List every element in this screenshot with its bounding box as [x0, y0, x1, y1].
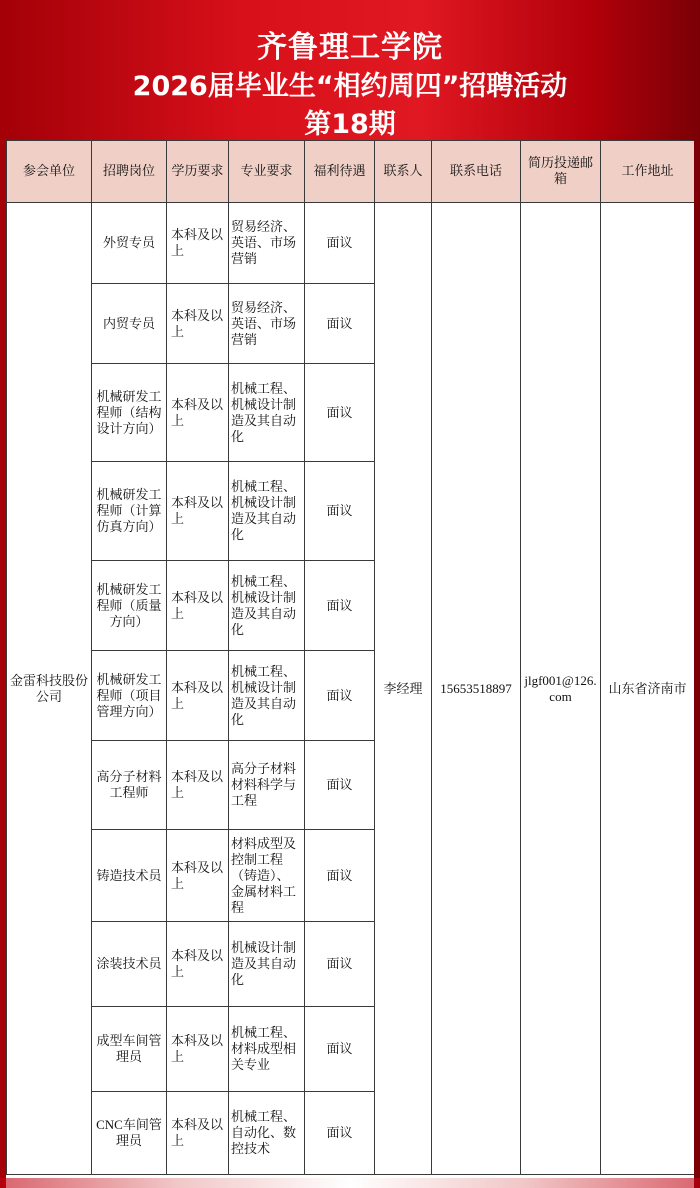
col-header-major: 专业要求: [229, 141, 305, 203]
education-cell: 本科及以上: [167, 284, 229, 364]
education-cell: 本科及以上: [167, 462, 229, 561]
benefit-cell: 面议: [305, 1092, 375, 1175]
benefit-cell: 面议: [305, 922, 375, 1007]
contact-person-cell: 李经理: [375, 203, 432, 1175]
benefit-cell: 面议: [305, 561, 375, 651]
major-cell: 机械工程、机械设计制造及其自动化: [229, 561, 305, 651]
benefit-cell: 面议: [305, 284, 375, 364]
job-title-cell: 涂装技术员: [92, 922, 167, 1007]
col-header-phone: 联系电话: [432, 141, 521, 203]
job-title-cell: 外贸专员: [92, 203, 167, 284]
job-title-cell: 高分子材料工程师: [92, 741, 167, 830]
benefit-cell: 面议: [305, 462, 375, 561]
work-address-cell: 山东省济南市: [601, 203, 695, 1175]
col-header-position: 招聘岗位: [92, 141, 167, 203]
event-title: 2026届毕业生“相约周四”招聘活动: [132, 71, 568, 102]
education-cell: 本科及以上: [167, 922, 229, 1007]
benefit-cell: 面议: [305, 651, 375, 741]
job-title-cell: 机械研发工程师（计算仿真方向）: [92, 462, 167, 561]
education-cell: 本科及以上: [167, 1007, 229, 1092]
email-cell: jlgf001@126.com: [521, 203, 601, 1175]
major-cell: 机械工程、材料成型相关专业: [229, 1007, 305, 1092]
school-title: 齐鲁理工学院: [257, 30, 443, 65]
col-header-benefits: 福利待遇: [305, 141, 375, 203]
education-cell: 本科及以上: [167, 830, 229, 922]
major-cell: 机械工程、机械设计制造及其自动化: [229, 651, 305, 741]
col-header-email: 简历投递邮箱: [521, 141, 601, 203]
major-cell: 材料成型及控制工程（铸造）、金属材料工程: [229, 830, 305, 922]
table-row: [7, 203, 695, 284]
job-title-cell: 机械研发工程师（项目管理方向）: [92, 651, 167, 741]
job-title-cell: CNC车间管理员: [92, 1092, 167, 1175]
benefit-cell: 面议: [305, 1007, 375, 1092]
benefit-cell: 面议: [305, 203, 375, 284]
education-cell: 本科及以上: [167, 364, 229, 462]
major-cell: 贸易经济、英语、市场营销: [229, 284, 305, 364]
recruitment-table: [6, 140, 694, 1175]
major-cell: 高分子材料材料科学与工程: [229, 741, 305, 830]
col-header-company: 参会单位: [7, 141, 92, 203]
benefit-cell: 面议: [305, 364, 375, 462]
education-cell: 本科及以上: [167, 1092, 229, 1175]
issue-number: 第18期: [304, 109, 396, 140]
job-title-cell: 机械研发工程师（结构设计方向）: [92, 364, 167, 462]
education-cell: 本科及以上: [167, 561, 229, 651]
major-cell: 贸易经济、英语、市场营销: [229, 203, 305, 284]
job-title-cell: 机械研发工程师（质量方向）: [92, 561, 167, 651]
education-cell: 本科及以上: [167, 741, 229, 830]
education-cell: 本科及以上: [167, 203, 229, 284]
job-title-cell: 成型车间管理员: [92, 1007, 167, 1092]
job-title-cell: 铸造技术员: [92, 830, 167, 922]
company-name-cell: 金雷科技股份公司: [7, 203, 92, 1175]
bottom-decoration: [0, 1178, 700, 1188]
major-cell: 机械设计制造及其自动化: [229, 922, 305, 1007]
major-cell: 机械工程、机械设计制造及其自动化: [229, 364, 305, 462]
phone-cell: 15653518897: [432, 203, 521, 1175]
page-header: [0, 0, 700, 140]
recruitment-sheet: [6, 140, 694, 1188]
major-cell: 机械工程、机械设计制造及其自动化: [229, 462, 305, 561]
table-header-row: [7, 141, 695, 203]
col-header-contact: 联系人: [375, 141, 432, 203]
education-cell: 本科及以上: [167, 651, 229, 741]
major-cell: 机械工程、自动化、数控技术: [229, 1092, 305, 1175]
col-header-education: 学历要求: [167, 141, 229, 203]
job-title-cell: 内贸专员: [92, 284, 167, 364]
benefit-cell: 面议: [305, 741, 375, 830]
col-header-address: 工作地址: [601, 141, 695, 203]
benefit-cell: 面议: [305, 830, 375, 922]
